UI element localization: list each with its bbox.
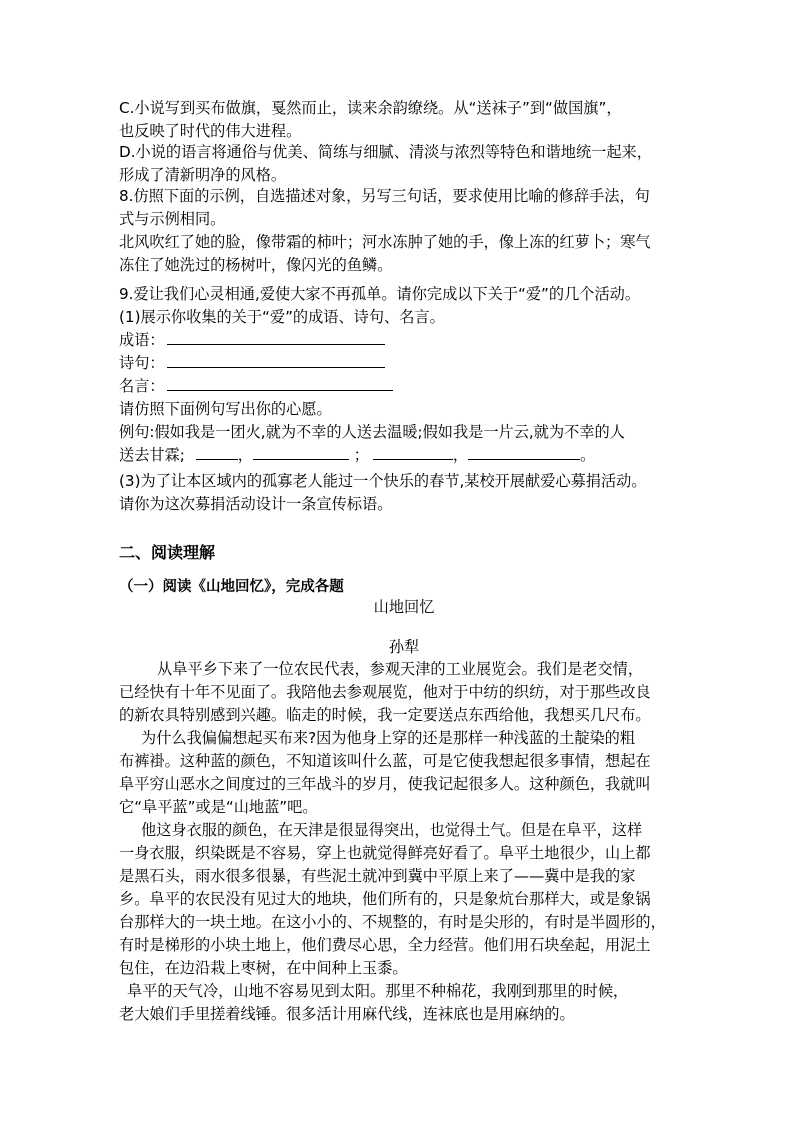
wish-blank-4[interactable] [468,444,580,460]
idiom-row [119,329,689,352]
question-8 [119,185,689,277]
poem-row [119,352,689,375]
story-line: 已经快有十年不见面了。我陪他去参观展览，他对于中纺的织纺，对于那些改良 [119,683,651,701]
poem-answer-blank[interactable] [167,352,385,368]
story-paragraph-3 [119,819,689,980]
idiom-answer-blank[interactable] [167,329,385,345]
story-paragraph-4 [119,980,689,1026]
section-heading: 二、阅读理解 [119,543,216,562]
question-8-example-line: 北风吹红了她的脸，像带霜的柿叶；河水冻肿了她的手，像上冻的红萝卜；寒气 [119,233,651,251]
wish-blank-3[interactable] [373,444,453,460]
question-9-sub3-line: (3)为了让本区域内的孤寡老人能过一个快乐的春节,某校开展献爱心募捐活动。 [119,472,647,490]
question-8-line: 式与示例相同。 [119,210,226,228]
question-9 [119,283,689,467]
story-line: 有时是梯形的小块土地上，他们费尽心思，全力经营。他们用石块垒起，用泥土 [119,936,651,954]
separator: ； [353,446,369,464]
sub-heading: （一）阅读《山地回忆》，完成各题 [119,579,344,595]
quote-answer-blank[interactable] [167,375,393,391]
story-line: 一身衣服，织染既是不容易，穿上也就觉得鲜亮好看了。阜平土地很少，山上都 [119,844,651,862]
story-line: 乡。阜平的农民没有见过大的地块，他们所有的，只是象炕台那样大，或是象锅 [119,890,651,908]
poem-label: 诗句： [119,354,165,372]
question-9-sub1: (1)展示你收集的关于“爱”的成语、诗句、名言。 [119,308,445,326]
story-line: 是黑石头，雨水很多很暴，有些泥土就冲到冀中平原上来了——冀中是我的家 [119,867,636,885]
idiom-label: 成语： [119,331,165,349]
option-c [119,97,689,143]
example-line-start: 送去甘霖; [119,446,185,464]
story-line: 它“阜平蓝”或是“山地蓝”吧。 [119,798,318,816]
question-9-sub2: 请仿照下面例句写出你的心愿。 [119,400,332,418]
quote-row [119,375,689,398]
story-line: 的新农具特别感到兴趣。临走的时候，我一定要送点东西给他，我想买几尺布。 [119,706,651,724]
question-9-example-line [119,444,689,467]
story-line: 布裤褂。这种蓝的颜色，不知道该叫什么蓝，可是它使我想起很多事情，想起在 [119,752,651,770]
option-d-line: 形成了清新明净的风格。 [119,166,287,184]
question-9-example-line: 例句:假如我是一团火,就为不幸的人送去温暖;假如我是一片云,就为不幸的人 [119,423,625,441]
separator: 。 [580,446,596,464]
story-title: 山地回忆 [373,598,435,616]
option-d [119,141,689,187]
option-c-line: 也反映了时代的伟大进程。 [119,122,302,140]
question-9-sub3-line: 请你为这次募捐活动设计一条宣传标语。 [119,495,393,513]
story-line: 老大娘们手里搓着线锤。很多活计用麻代线，连袜底也是用麻纳的。 [119,1005,575,1023]
story-line: 为什么我偏偏想起买布来?因为他身上穿的还是那样一种浅蓝的土靛染的粗 [141,729,636,747]
story-line: 包住，在边沿栽上枣树，在中间种上玉黍。 [119,959,408,977]
story-line: 台那样大的一块土地。在这小小的、不规整的，有时是尖形的，有时是半圆形的， [119,913,666,931]
story-author: 孙犁 [388,638,420,656]
quote-label: 名言： [119,377,165,395]
question-8-example-line: 冻住了她洗过的杨树叶，像闪光的鱼鳞。 [119,256,393,274]
story-line: 他这身衣服的颜色，在天津是很显得突出，也觉得土气。但是在阜平，这样 [141,821,643,839]
question-8-line: 8.仿照下面的示例，自选描述对象，另写三句话，要求使用比喻的修辞手法，句 [119,187,650,205]
story-line: 从阜平乡下来了一位农民代表，参观天津的工业展览会。我们是老交情， [157,660,643,678]
option-c-line: C.小说写到买布做旗，戛然而止，读来余韵缭绕。从“送袜子”到“做国旗”， [119,99,622,117]
story-paragraph-1 [119,658,689,727]
story-paragraph-2 [119,727,689,819]
option-d-line: D.小说的语言将通俗与优美、简练与细腻、清淡与浓烈等特色和谐地统一起来， [119,143,652,161]
story-line: 阜平穷山恶水之间度过的三年战斗的岁月，使我记起很多人。这种颜色，我就叫 [119,775,651,793]
story-line: 阜平的天气冷，山地不容易见到太阳。那里不种棉花，我刚到那里的时候， [127,982,629,1000]
wish-blank-1[interactable] [196,444,238,460]
separator: ， [452,446,469,464]
question-9-prompt: 9.爱让我们心灵相通,爱使大家不再孤单。请你完成以下关于“爱”的几个活动。 [119,285,641,303]
wish-blank-2[interactable] [253,444,349,460]
question-9-sub3 [119,470,689,516]
separator: ， [237,446,253,464]
